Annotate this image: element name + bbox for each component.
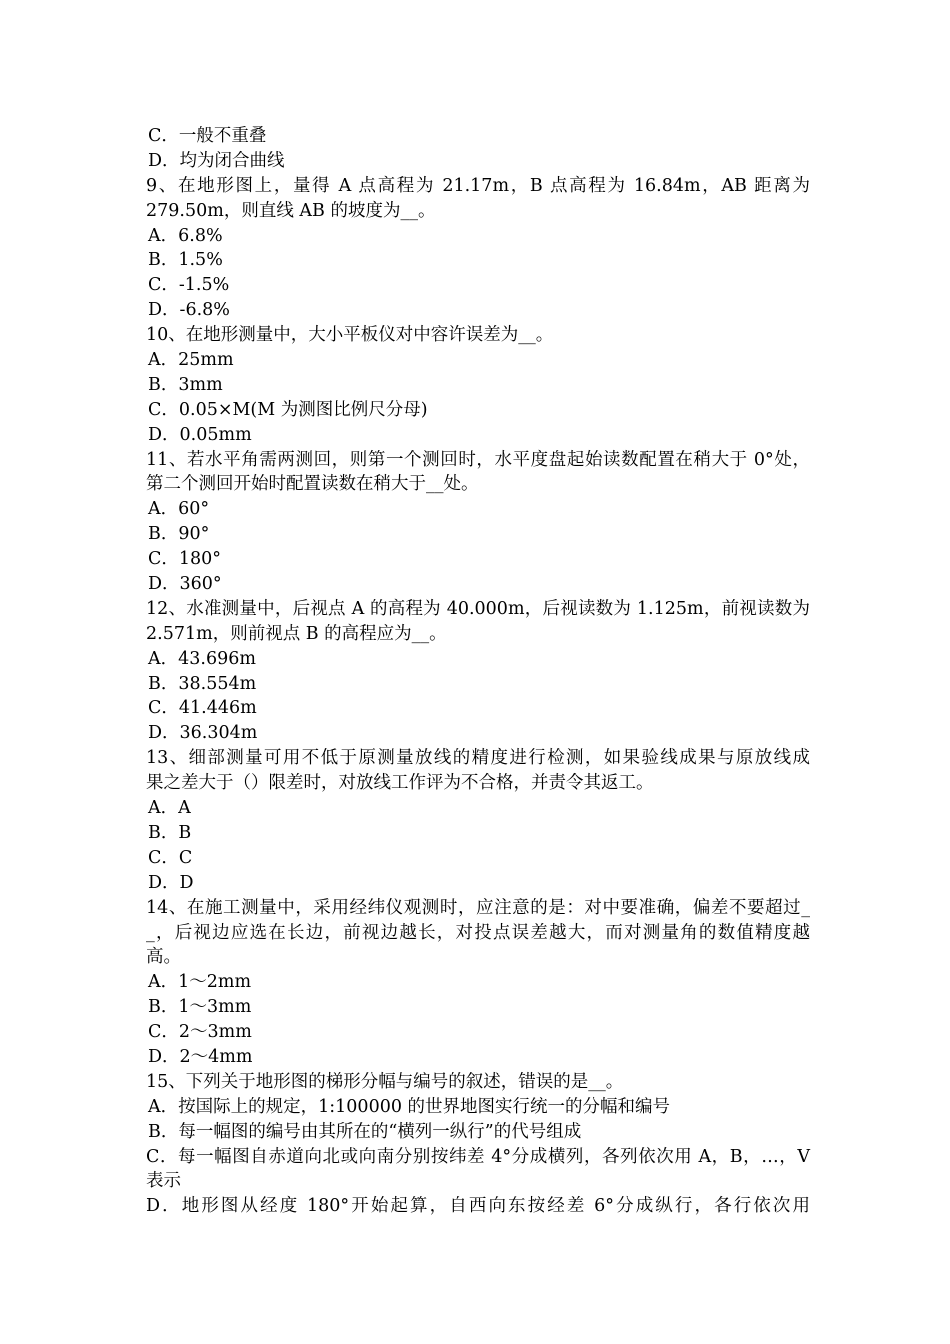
question-text-line: 279.50m，则直线 AB 的坡度为__。 — [146, 200, 436, 221]
answer-option: B．38.554m — [148, 673, 257, 694]
question-text-line: 果之差大于（）限差时，对放线工作评为不合格，并责令其返工。 — [146, 773, 654, 794]
question-text-line: 表示 — [146, 1171, 181, 1192]
answer-option: B．1～3mm — [148, 997, 252, 1018]
answer-option: C．一般不重叠 — [148, 126, 267, 146]
answer-option: B．90° — [148, 524, 210, 545]
answer-option: A．6.8% — [148, 225, 223, 246]
answer-option: D．-6.8% — [148, 300, 230, 321]
answer-option: D．0.05mm — [148, 424, 252, 445]
answer-option: D．D — [148, 872, 194, 893]
answer-option: A．25mm — [148, 350, 234, 371]
question-text-line: 12、水准测量中，后视点 A 的高程为 40.000m，后视读数为 1.125m，前视读数为 — [146, 598, 810, 619]
answer-option: B．1.5% — [148, 250, 223, 271]
answer-option: B．每一幅图的编号由其所在的“横列一纵行”的代号组成 — [148, 1121, 582, 1142]
question-text-line: 高。 — [146, 947, 181, 968]
question-text-line: 14、在施工测量中，采用经纬仪观测时，应注意的是：对中要准确，偏差不要超过_ — [146, 897, 810, 918]
answer-option: A．43.696m — [148, 648, 256, 669]
answer-option: B．3mm — [148, 374, 223, 395]
question-text-line: C．每一幅图自赤道向北或向南分别按纬差 4°分成横列，各列依次用 A，B，…，V — [146, 1146, 810, 1167]
answer-option: A．按国际上的规定，1:100000 的世界地图实行统一的分幅和编号 — [148, 1096, 671, 1117]
question-text-line: 10、在地形测量中，大小平板仪对中容许误差为__。 — [146, 325, 554, 346]
question-text-line: 15、下列关于地形图的梯形分幅与编号的叙述，错误的是__。 — [146, 1071, 624, 1092]
question-text-line: 11、若水平角需两测回，则第一个测回时，水平度盘起始读数配置在稍大于 0°处， — [146, 449, 810, 470]
question-text-line: 第二个测回开始时配置读数在稍大于__处。 — [146, 474, 479, 495]
answer-option: C．41.446m — [148, 698, 257, 719]
answer-option: C．C — [148, 847, 193, 868]
answer-option: C．0.05×M(M 为测图比例尺分母) — [148, 399, 428, 420]
answer-option: D．36.304m — [148, 723, 258, 744]
question-text-line: 13、细部测量可用不低于原测量放线的精度进行检测，如果验线成果与原放线成 — [146, 748, 810, 769]
question-text-line: 9、在地形图上，量得 A 点高程为 21.17m，B 点高程为 16.84m，AB 距离为 — [146, 175, 810, 196]
question-text-line: 2.571m，则前视点 B 的高程应为__。 — [146, 623, 447, 644]
answer-option: A．A — [148, 798, 191, 819]
answer-option: C．180° — [148, 549, 222, 570]
answer-option: B．B — [148, 822, 192, 843]
answer-option: A．60° — [148, 499, 210, 520]
question-text-line: _，后视边应选在长边，前视边越长，对投点误差越大，而对测量角的数值精度越 — [146, 922, 810, 943]
answer-option: D．360° — [148, 574, 222, 595]
answer-option: A．1～2mm — [148, 972, 252, 993]
answer-option: D．均为闭合曲线 — [148, 150, 285, 171]
answer-option: C．-1.5% — [148, 275, 230, 296]
answer-option: C．2～3mm — [148, 1022, 252, 1043]
document-body — [146, 124, 810, 1219]
answer-option: D．2～4mm — [148, 1046, 253, 1067]
question-text-line: D．地形图从经度 180°开始起算，自西向东按经差 6°分成纵行，各行依次用 — [146, 1196, 810, 1217]
